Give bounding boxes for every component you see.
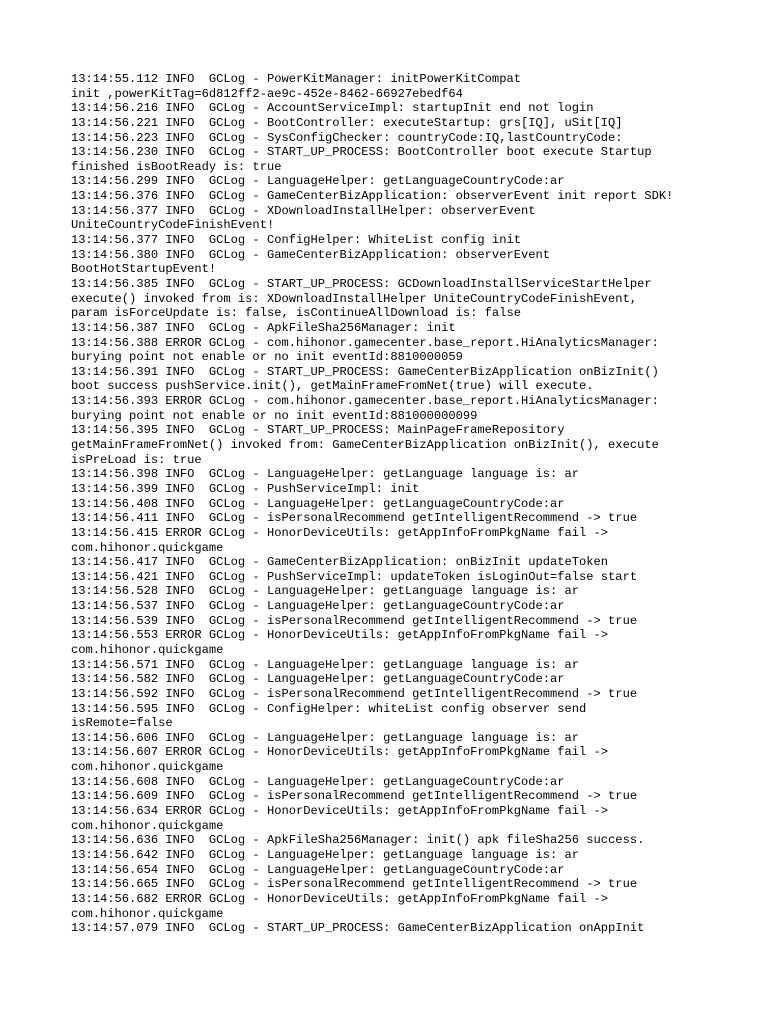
log-line: 13:14:56.421 INFO GCLog - PushServiceImpl: updateToken isLoginOut=false start (71, 569, 638, 584)
log-line: 13:14:56.376 INFO GCLog - GameCenterBizApplication: observerEvent init report SDK! (71, 189, 674, 204)
log-line: 13:14:57.079 INFO GCLog - START_UP_PROCESS: GameCenterBizApplication onAppInit (71, 921, 645, 936)
log-line: 13:14:56.380 INFO GCLog - GameCenterBizApplication: observerEvent (71, 247, 550, 262)
log-line: param isForceUpdate is: false, isContinueAllDownload is: false (71, 306, 521, 321)
log-line: init ,powerKitTag=6d812ff2-ae9c-452e-8462-66927ebedf64 (71, 86, 463, 101)
log-line: 13:14:56.636 INFO GCLog - ApkFileSha256Manager: init() apk fileSha256 success. (71, 833, 645, 848)
log-line: com.hihonor.quickgame (71, 760, 224, 775)
log-line: 13:14:56.411 INFO GCLog - isPersonalRecommend getIntelligentRecommend -> true (71, 511, 638, 526)
log-line: 13:14:56.537 INFO GCLog - LanguageHelper: getLanguageCountryCode:ar (71, 599, 565, 614)
log-line: com.hihonor.quickgame (71, 818, 224, 833)
log-line: burying point not enable or no init eventId:8810000059 (71, 350, 463, 365)
log-line: 13:14:56.634 ERROR GCLog - HonorDeviceUtils: getAppInfoFromPkgName fail -> (71, 804, 609, 819)
log-line: 13:14:56.223 INFO GCLog - SysConfigChecker: countryCode:IQ,lastCountryCode: (71, 130, 623, 145)
log-line: getMainFrameFromNet() invoked from: GameCenterBizApplication onBizInit(), execute (71, 438, 659, 453)
log-line: 13:14:56.408 INFO GCLog - LanguageHelper: getLanguageCountryCode:ar (71, 496, 565, 511)
log-line: 13:14:56.398 INFO GCLog - LanguageHelper: getLanguage language is: ar (71, 467, 580, 482)
log-line: 13:14:56.665 INFO GCLog - isPersonalRecommend getIntelligentRecommend -> true (71, 877, 638, 892)
log-line: 13:14:56.553 ERROR GCLog - HonorDeviceUtils: getAppInfoFromPkgName fail -> (71, 628, 609, 643)
log-line: 13:14:56.539 INFO GCLog - isPersonalRecommend getIntelligentRecommend -> true (71, 613, 638, 628)
log-line: 13:14:56.393 ERROR GCLog - com.hihonor.gamecenter.base_report.HiAnalyticsManager: (71, 394, 659, 409)
log-line: 13:14:56.415 ERROR GCLog - HonorDeviceUtils: getAppInfoFromPkgName fail -> (71, 525, 609, 540)
log-line: 13:14:56.571 INFO GCLog - LanguageHelper: getLanguage language is: ar (71, 657, 580, 672)
log-line: 13:14:56.399 INFO GCLog - PushServiceImpl: init (71, 481, 420, 496)
log-line: com.hihonor.quickgame (71, 540, 224, 555)
log-text-block (71, 72, 761, 936)
log-line: finished isBootReady is: true (71, 159, 282, 174)
log-line: 13:14:56.377 INFO GCLog - ConfigHelper: WhiteList config init (71, 233, 521, 248)
log-line: 13:14:56.388 ERROR GCLog - com.hihonor.gamecenter.base_report.HiAnalyticsManager: (71, 335, 659, 350)
log-line: 13:14:56.592 INFO GCLog - isPersonalRecommend getIntelligentRecommend -> true (71, 686, 638, 701)
log-line: 13:14:56.642 INFO GCLog - LanguageHelper: getLanguage language is: ar (71, 847, 580, 862)
log-line: 13:14:56.391 INFO GCLog - START_UP_PROCESS: GameCenterBizApplication onBizInit() (71, 364, 659, 379)
log-line: UniteCountryCodeFinishEvent! (71, 218, 275, 233)
log-line: 13:14:56.417 INFO GCLog - GameCenterBizApplication: onBizInit updateToken (71, 555, 609, 570)
log-line: 13:14:56.595 INFO GCLog - ConfigHelper: whiteList config observer send (71, 701, 587, 716)
log-line: boot success pushService.init(), getMainFrameFromNet(true) will execute. (71, 379, 594, 394)
log-line: 13:14:56.607 ERROR GCLog - HonorDeviceUtils: getAppInfoFromPkgName fail -> (71, 745, 609, 760)
log-line: 13:14:56.395 INFO GCLog - START_UP_PROCESS: MainPageFrameRepository (71, 423, 565, 438)
log-line: 13:14:56.230 INFO GCLog - START_UP_PROCESS: BootController boot execute Startup (71, 145, 652, 160)
log-line: 13:14:56.528 INFO GCLog - LanguageHelper: getLanguage language is: ar (71, 584, 580, 599)
log-line: 13:14:56.216 INFO GCLog - AccountServiceImpl: startupInit end not login (71, 101, 594, 116)
log-line: burying point not enable or no init eventId:881000000099 (71, 408, 478, 423)
log-line: isPreLoad is: true (71, 452, 202, 467)
log-line: 13:14:56.608 INFO GCLog - LanguageHelper: getLanguageCountryCode:ar (71, 774, 565, 789)
log-line: 13:14:56.299 INFO GCLog - LanguageHelper: getLanguageCountryCode:ar (71, 174, 565, 189)
log-line: 13:14:56.385 INFO GCLog - START_UP_PROCESS: GCDownloadInstallServiceStartHelper (71, 276, 652, 291)
log-line: 13:14:56.654 INFO GCLog - LanguageHelper: getLanguageCountryCode:ar (71, 862, 565, 877)
log-line: isRemote=false (71, 716, 173, 731)
log-line: 13:14:56.387 INFO GCLog - ApkFileSha256Manager: init (71, 320, 456, 335)
log-line: BootHotStartupEvent! (71, 262, 217, 277)
log-line: execute() invoked from is: XDownloadInstallHelper UniteCountryCodeFinishEvent, (71, 291, 638, 306)
log-line: com.hihonor.quickgame (71, 642, 224, 657)
log-line: com.hihonor.quickgame (71, 906, 224, 921)
log-line: 13:14:56.606 INFO GCLog - LanguageHelper: getLanguage language is: ar (71, 730, 580, 745)
log-line: 13:14:56.582 INFO GCLog - LanguageHelper: getLanguageCountryCode:ar (71, 672, 565, 687)
log-line: 13:14:56.682 ERROR GCLog - HonorDeviceUtils: getAppInfoFromPkgName fail -> (71, 891, 609, 906)
log-line: 13:14:56.221 INFO GCLog - BootController: executeStartup: grs[IQ], uSit[IQ] (71, 115, 623, 130)
log-line: 13:14:56.609 INFO GCLog - isPersonalRecommend getIntelligentRecommend -> true (71, 789, 638, 804)
log-line: 13:14:55.112 INFO GCLog - PowerKitManager: initPowerKitCompat (71, 72, 521, 86)
log-line: 13:14:56.377 INFO GCLog - XDownloadInstallHelper: observerEvent (71, 203, 536, 218)
